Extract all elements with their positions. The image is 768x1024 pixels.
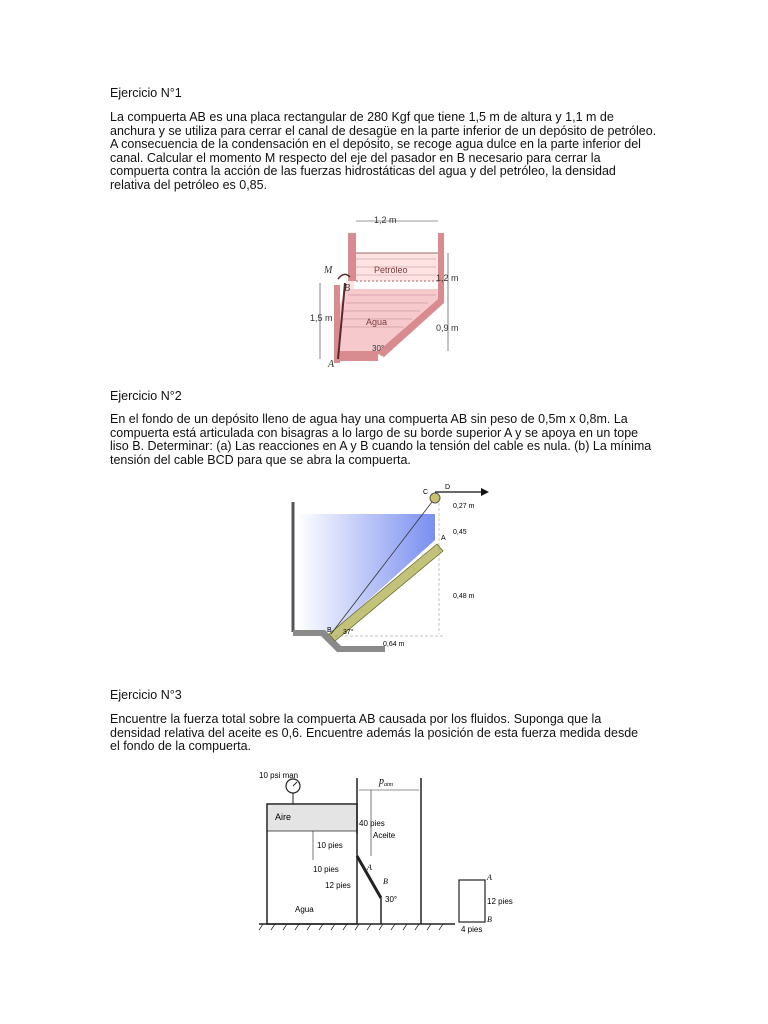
- exercise-1-heading: Ejercicio N°1: [110, 86, 182, 100]
- dim-oil-height: 1,2 m: [436, 273, 459, 283]
- label-water: Agua: [295, 905, 314, 914]
- label-d: D: [445, 484, 451, 491]
- arrow-icon: [481, 488, 489, 496]
- exercise-3-heading: Ejercicio N°3: [110, 688, 182, 702]
- exercise-3-figure: [255, 768, 555, 938]
- dim-gate-width: 4 pies: [461, 925, 483, 934]
- exercise-1-text: La compuerta AB es una placa rectangular de 280 Kgf que tiene 1,5 m de altura y 1,1 m de anchura y se utiliza para cerrar el canal de desagüe en la parte inferior de un depósito de petróleo. A consecuencia de la condensación en el depósito, se recoge agua dulce en la parte inferior del canal. Calcular el momento M respecto del eje del pasador en B necesario para cerrar la compuerta contra la acción de las fuerzas hidrostáticas del agua y del petróleo, la densidad relativa del petróleo es 0,85.: [110, 110, 657, 192]
- label-a: A: [328, 359, 335, 370]
- label-a: A: [441, 535, 446, 542]
- tank-right-wall: [438, 233, 444, 303]
- dim-water-height: 0,9 m: [436, 323, 459, 333]
- label-gauge: 10 psi man: [259, 771, 299, 780]
- label-c: C: [423, 489, 429, 496]
- label-water: Agua: [366, 317, 388, 327]
- dim-10-pies-water: 10 pies: [317, 841, 343, 850]
- label-b: B: [344, 283, 351, 294]
- dim-gate-height: 1,5 m: [310, 313, 333, 323]
- label-angle: 37°: [343, 629, 354, 636]
- dim-12-pies: 12 pies: [325, 881, 351, 890]
- gate-detail: [459, 880, 485, 922]
- label-m: M: [324, 265, 333, 276]
- label-b: B: [327, 627, 332, 634]
- dim-027: 0,27 m: [453, 503, 475, 510]
- dim-048: 0,48 m: [453, 593, 475, 600]
- dim-10-pies: 10 pies: [313, 865, 339, 874]
- label-air: Aire: [275, 812, 292, 822]
- gate-detail-a: A: [487, 873, 492, 882]
- pulley-icon: [430, 493, 440, 503]
- exercise-1-figure: [308, 211, 468, 371]
- label-oil: Petróleo: [374, 265, 408, 275]
- label-patm: $p_{atm}$: [379, 776, 393, 788]
- label-b: B: [383, 877, 388, 886]
- exercise-2-text: En el fondo de un depósito lleno de agua hay una compuerta AB sin peso de 0,5m x 0,8m. La compuerta está articulada con bisagras a lo largo de su borde superior A y se apoya en un tope liso B. Determinar: (a) Las reacciones en A y B cuando la tensión del cable es nula. (b) La mínima tensión del cable BCD para que se abra la compuerta.: [110, 412, 652, 467]
- dim-064: 0,64 m: [383, 641, 405, 648]
- dim-40-pies: 40 pies: [359, 819, 385, 828]
- dim-045: 0,45: [453, 529, 467, 536]
- exercise-2-figure: [285, 484, 495, 659]
- exercise-2-heading: Ejercicio N°2: [110, 389, 182, 403]
- label-angle: 30°: [372, 344, 385, 353]
- exercise-3-text: Encuentre la fuerza total sobre la compuerta AB causada por los fluidos. Suponga que la densidad relativa del aceite es 0,6. Encuentre además la posición de esta fuerza medida desde el fondo de la compuerta.: [110, 712, 639, 753]
- label-oil: Aceite: [373, 831, 396, 840]
- dim-top-width: 1,2 m: [374, 215, 397, 225]
- tank-left-wall: [348, 233, 356, 281]
- gate-detail-b: B: [487, 915, 492, 924]
- label-a: A: [367, 863, 372, 872]
- dim-gate-height: 12 pies: [487, 897, 513, 906]
- label-angle: 30°: [385, 895, 398, 904]
